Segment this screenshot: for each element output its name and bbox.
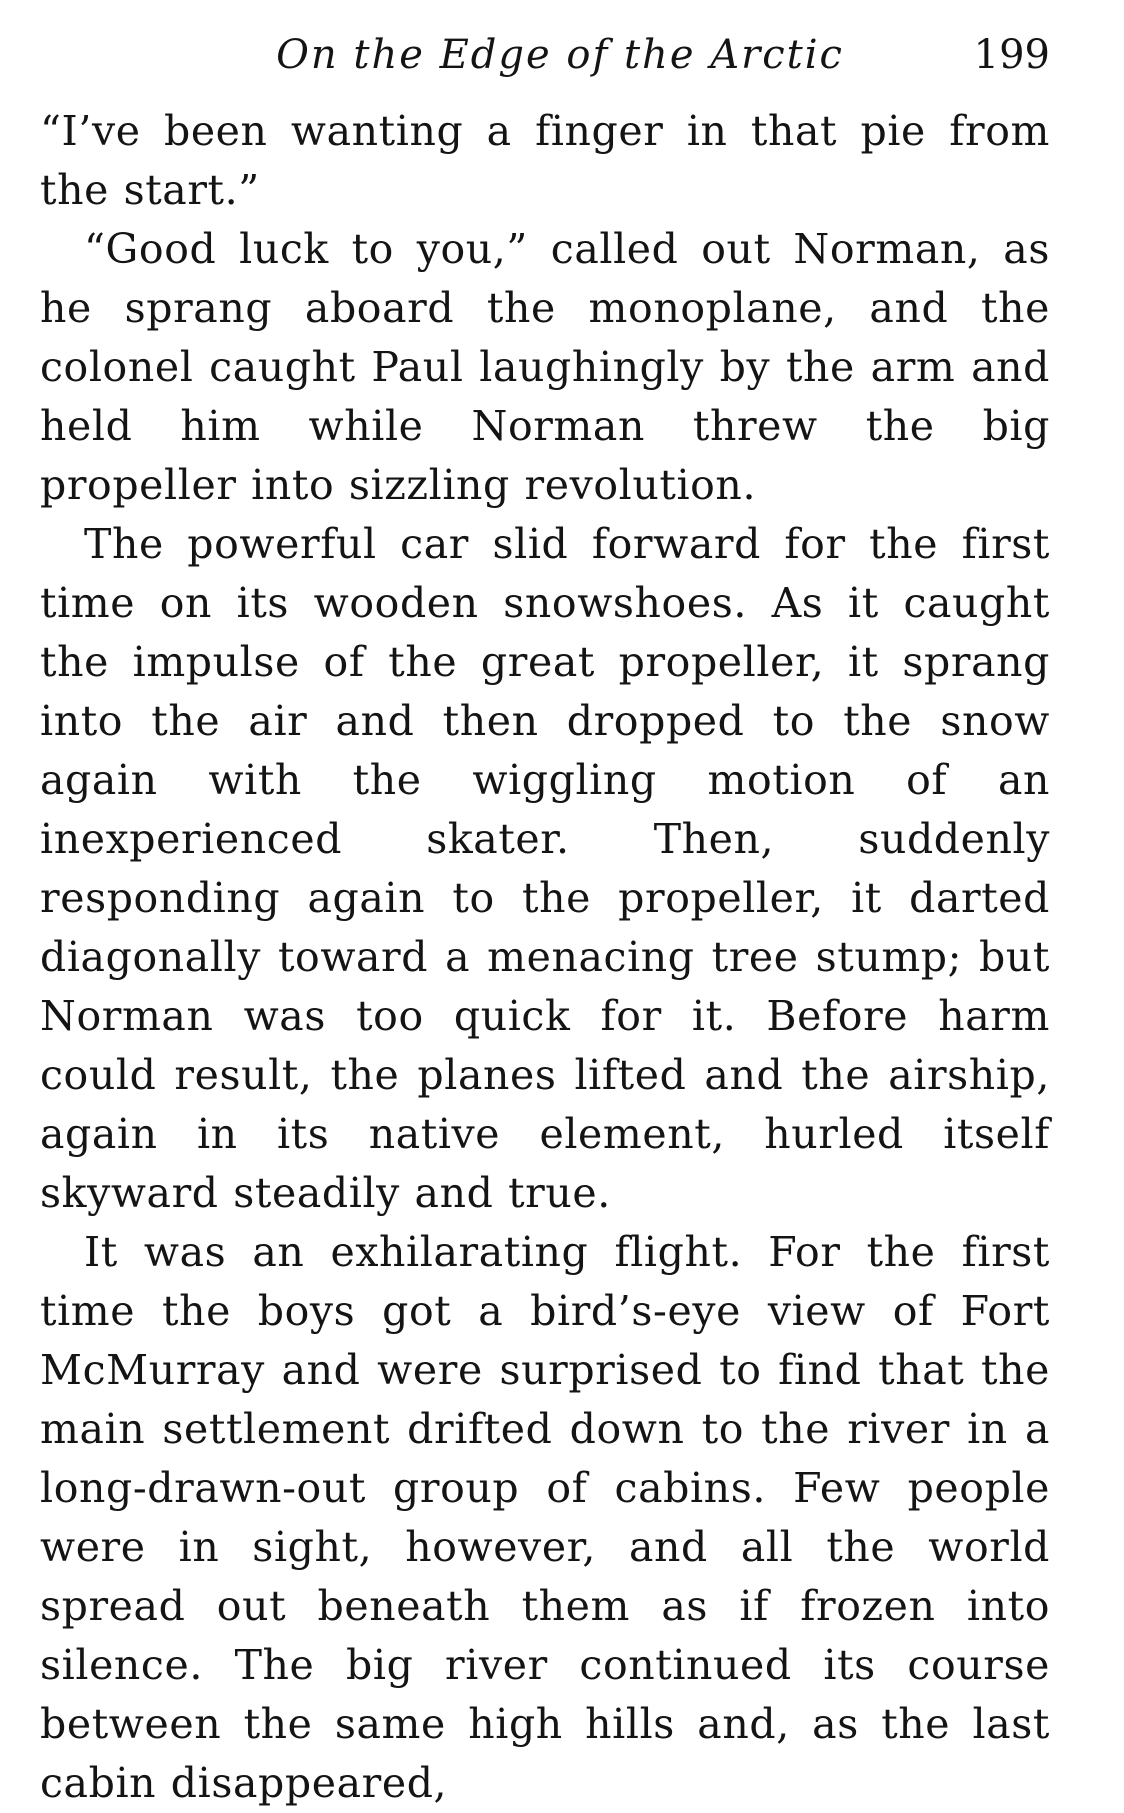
paragraph-1: “I’ve been wanting a finger in that pie from the start.” xyxy=(40,107,1050,214)
paragraph-2: “Good luck to you,” called out Norman, as he sprang aboard the monoplane, and the colonel caught Paul laughingly by the arm and held him while Norman threw the big propeller into sizzling revolution. xyxy=(40,225,1050,509)
running-head xyxy=(40,22,1050,88)
book-page xyxy=(40,22,1050,1813)
paragraph-3: The powerful car slid forward for the first time on its wooden snowshoes. As it caught the impulse of the great propeller, it sprang into the air and then dropped to the snow again with the wiggling motion of an inexperienced skater. Then, suddenly responding again to the propeller, it darted diagonally toward a menacing tree stump; but Norman was too quick for it. Before harm could result, the planes lifted and the airship, again in its native element, hurled itself skyward steadily and true. xyxy=(40,520,1050,1217)
page-number: 199 xyxy=(973,32,1050,78)
paragraph-4: It was an exhilarating flight. For the first time the boys got a bird’s-eye view of Fort McMurray and were surprised to find that the main settlement drifted down to the river in a long-drawn-out group of cabins. Few people were in sight, however, and all the world spread out beneath them as if frozen into silence. The big river continued its course between the same high hills and, as the last cabin disappeared, xyxy=(40,1228,1050,1807)
running-title: On the Edge of the Arctic xyxy=(276,32,844,78)
body-text xyxy=(40,102,1050,1813)
